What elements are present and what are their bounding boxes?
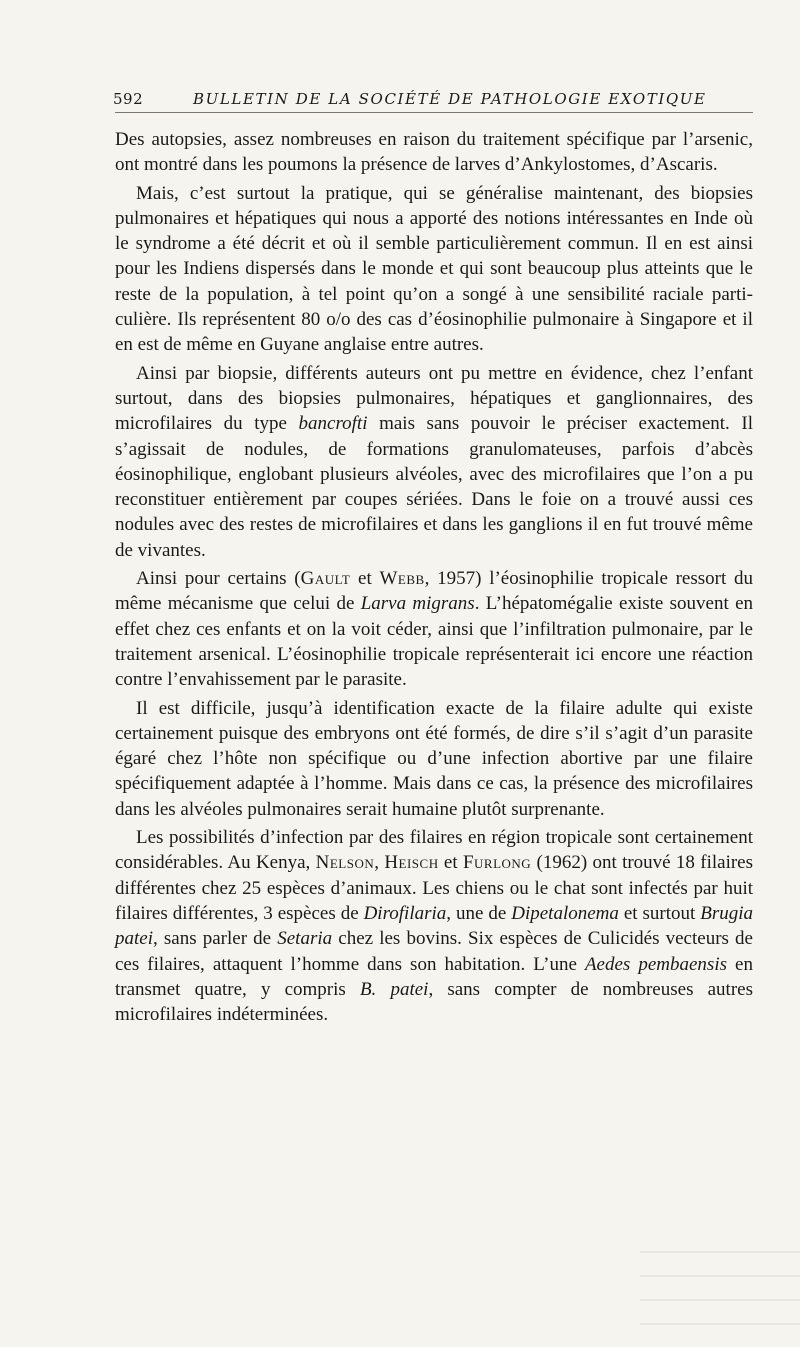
text-run: , bbox=[374, 852, 385, 874]
paragraph bbox=[115, 361, 753, 563]
italic-term: Dirofilaria bbox=[363, 902, 447, 924]
paragraph bbox=[115, 825, 753, 1027]
text-run: Des autopsies, assez nombreuses en raison du traitement spécifique par l’arsenic, ont montré dans les poumons la présence de larves d’Ankylostomes, d’Ascaris. bbox=[115, 129, 753, 176]
show-through-shadow bbox=[640, 1245, 800, 1325]
paragraph bbox=[115, 566, 753, 692]
text-run: Il est difficile, jusqu’à identification exacte de la filaire adulte qui existe certainement puisque des embryons ont été formés, de dire s’il s’agit d’un parasite égaré chez l’hôte non spécifique ou d’une infection abortive par une filaire spécifiquement adaptée à l’homme. Mais dans ce cas, la présence des microfilaires dans les alvéoles pulmonaires serait humaine plutôt surprenante. bbox=[115, 697, 753, 820]
text-run: et bbox=[350, 568, 380, 590]
journal-title: BULLETIN DE LA SOCIÉTÉ DE PATHOLOGIE EXOTIQUE bbox=[193, 90, 707, 108]
text-run: (1962) ont trouvé 18 filaires différentes chez 25 espèces d’animaux. Les chiens ou le chat sont infectés par huit filaires différentes, 3 espèces de bbox=[115, 852, 754, 924]
text-run: Mais, c’est surtout la pratique, qui se généralise maintenant, des biopsies pulmonaires et hépatiques qui nous a apporté des notions intéressantes en Inde où le syndrome a été décrit et où il semble particulièrement commun. Il en est ainsi pour les Indiens dispersés dans le monde et qui sont beaucoup plus atteints que le reste de la population, à tel point qu’on a songé à une sensibilité raciale particulière. Ils représentent 80 o/o des cas d’éosinophilie pulmonaire à Singapore et il en est de même en Guyane anglaise entre autres. bbox=[115, 182, 753, 356]
italic-term: Larva migrans bbox=[360, 593, 475, 615]
author-name: Webb bbox=[379, 568, 425, 590]
text-run: , sans parler de bbox=[153, 928, 278, 950]
author-name: Nelson bbox=[315, 852, 375, 874]
running-header bbox=[113, 86, 753, 112]
text-run: Ainsi par biopsie, différents auteurs ont pu mettre en évidence, chez l’enfant surtout, dans des biopsies pulmonaires, hépatiques et ganglionnaires, des microfilaires du type bbox=[115, 362, 753, 435]
italic-term: B. patei bbox=[359, 978, 429, 1000]
italic-term: Setaria bbox=[277, 928, 333, 950]
paragraph bbox=[115, 696, 753, 822]
header-rule bbox=[115, 112, 753, 113]
italic-term: Brugia patei bbox=[115, 902, 753, 950]
text-run: Les possibilités d’infection par des filaires en région tropicale sont certainement considérables. Au Kenya, bbox=[115, 827, 753, 874]
author-name: Heisch bbox=[384, 852, 439, 874]
page-number: 592 bbox=[113, 90, 144, 108]
author-name: Furlong bbox=[462, 852, 532, 874]
italic-term: Aedes pembaensis bbox=[584, 953, 728, 975]
text-run: chez les bovins. Six espèces de Culicidés vecteurs de ces filaires, attaquent l’homme dans son habitation. L’une bbox=[115, 928, 753, 975]
text-run: et surtout bbox=[618, 902, 701, 924]
text-run: en transmet quatre, y compris bbox=[115, 953, 753, 1000]
italic-term: bancrofti bbox=[298, 413, 368, 435]
article-body bbox=[115, 127, 753, 1030]
text-run: , 1957) l’éosinophilie tropicale ressort du même mécanisme que celui de bbox=[115, 568, 753, 615]
text-run: , sans compter de nombreuses autres microfilaires indéterminées. bbox=[115, 978, 753, 1026]
paragraph bbox=[115, 181, 753, 358]
italic-term: Dipetalonema bbox=[511, 902, 619, 924]
author-name: Gault bbox=[300, 568, 351, 590]
text-run: , une de bbox=[446, 902, 512, 924]
text-run: . L’hépatomégalie existe souvent en effet chez ces enfants et on la voit céder, ainsi que l’infiltration pulmonaire, par le traitement arsenical. L’éosinophilie tropicale représenterait ici encore une réaction contre l’envahissement par le parasite. bbox=[115, 593, 753, 691]
text-run: et bbox=[438, 852, 463, 874]
paragraph bbox=[115, 127, 753, 178]
text-run: Ainsi pour certains ( bbox=[136, 568, 301, 590]
text-run: mais sans pouvoir le préciser exactement. Il s’agissait de nodules, de formations granulomateuses, parfois d’abcès éosinophilique, englobant plusieurs alvéoles, avec des microfilaires que l’on a pu reconstituer entièrement par coupes sériées. Dans le foie on a trouvé aussi ces nodules avec des restes de microfilaires et dans les ganglions il en fut trouvé même de vivantes. bbox=[115, 413, 753, 561]
